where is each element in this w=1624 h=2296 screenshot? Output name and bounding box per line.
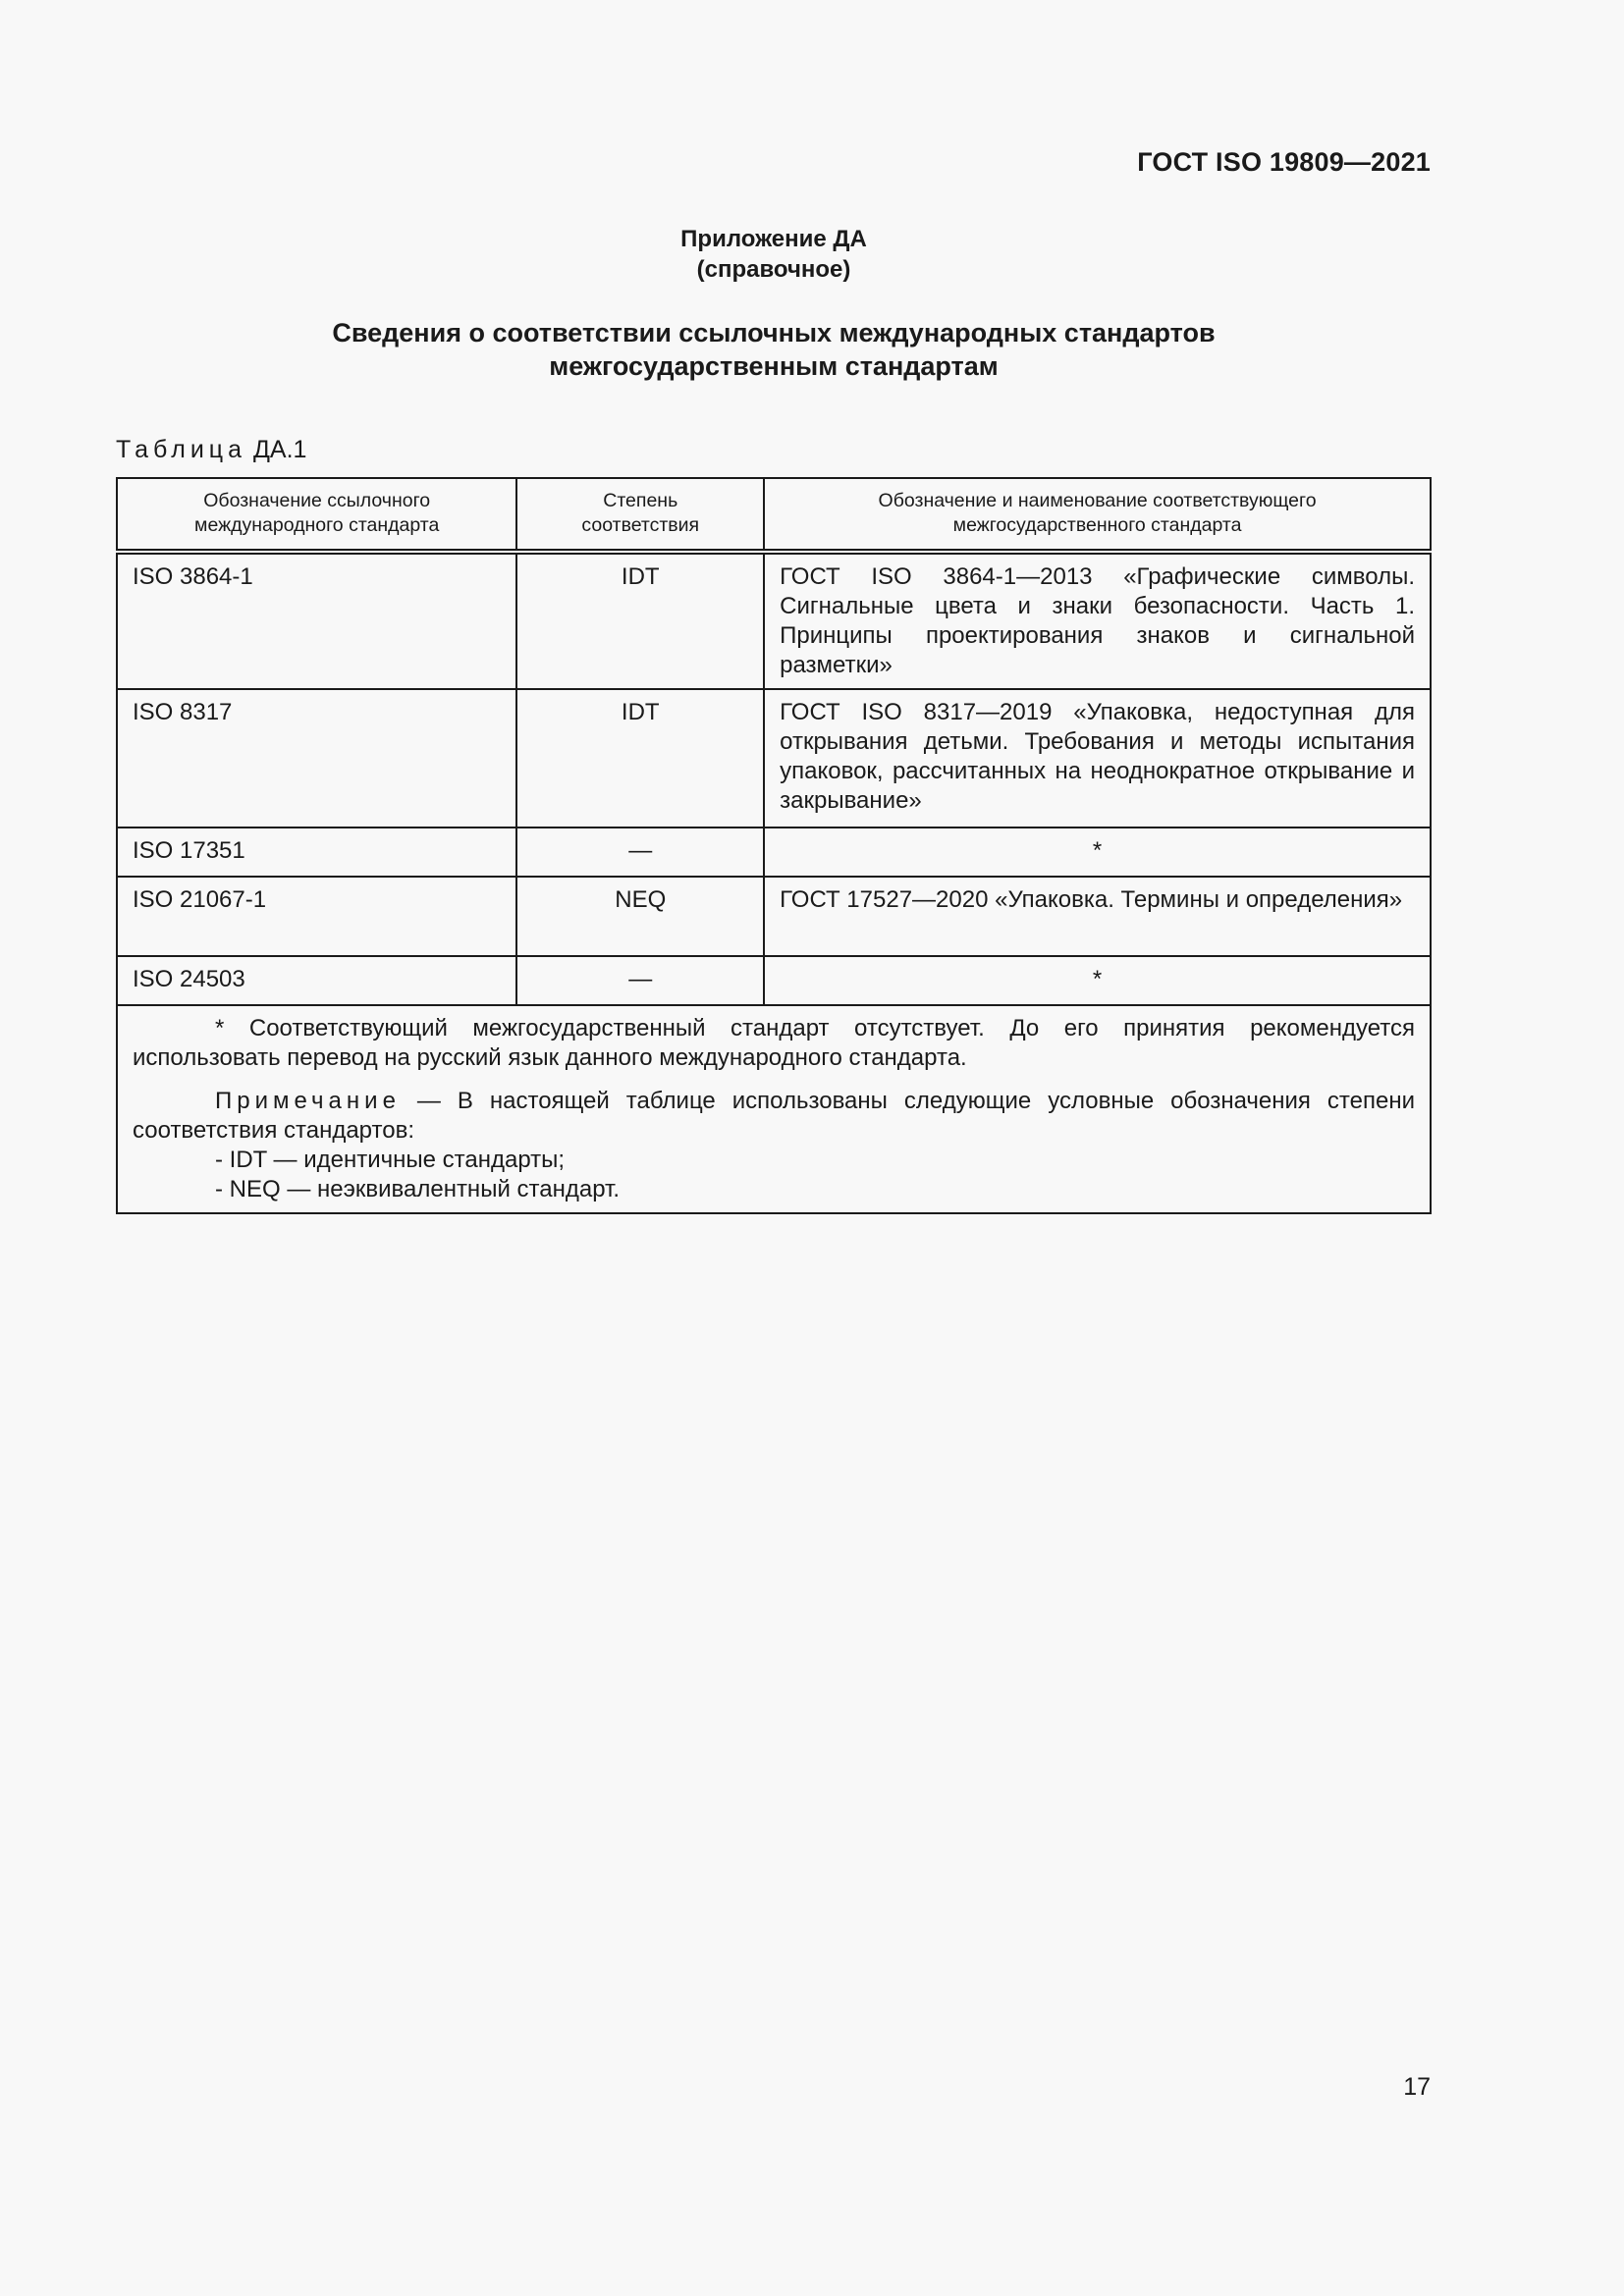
cell-reference-standard: ISO 17351 — [117, 828, 516, 877]
note-list-item: - NEQ — неэквивалентный стандарт. — [215, 1176, 621, 1202]
annex-heading — [0, 224, 1547, 285]
cell-degree: IDT — [516, 689, 764, 828]
cell-degree: — — [516, 956, 764, 1005]
section-title — [0, 316, 1547, 383]
cell-national-standard: ГОСТ ISO 3864-1—2013 «Графические символы. Сигнальные цвета и знаки безопасности. Часть 1. Принципы проектирования знаков и сигнальной разметки» — [764, 552, 1431, 689]
table-row — [117, 689, 1431, 828]
correspondence-table — [116, 477, 1432, 1214]
table-header-row — [117, 478, 1431, 552]
column-header-line: международного стандарта — [194, 514, 440, 536]
note-text: — В настоящей таблице использованы следующие условные обозначения степени соответствия стандартов: — [133, 1088, 1415, 1144]
note-paragraph — [133, 1087, 1415, 1146]
document-code: ГОСТ ISO 19809—2021 — [1137, 147, 1431, 177]
column-header-line: соответствия — [581, 514, 700, 536]
column-header-national-standard — [764, 478, 1431, 552]
footnote-text: * Соответствующий межгосударственный стандарт отсутствует. До его принятия рекомендуется использовать перевод на русский язык данного международного стандарта. — [133, 1015, 1415, 1071]
cell-degree: NEQ — [516, 877, 764, 956]
table-label-word: Таблица — [116, 436, 247, 463]
note-list-item: - IDT — идентичные стандарты; — [215, 1147, 566, 1173]
annex-subtitle: (справочное) — [696, 256, 851, 283]
cell-reference-standard: ISO 3864-1 — [117, 552, 516, 689]
annex-title: Приложение ДА — [680, 226, 867, 252]
cell-national-standard: * — [764, 828, 1431, 877]
section-title-line-2: межгосударственным стандартам — [549, 351, 999, 381]
table-row — [117, 828, 1431, 877]
column-header-line: Обозначение ссылочного — [203, 490, 431, 511]
cell-reference-standard: ISO 24503 — [117, 956, 516, 1005]
column-header-line: межгосударственного стандарта — [952, 514, 1242, 536]
column-header-line: Обозначение и наименование соответствующего — [878, 490, 1317, 511]
table-row — [117, 956, 1431, 1005]
column-header-degree — [516, 478, 764, 552]
table-row — [117, 552, 1431, 689]
cell-degree: IDT — [516, 552, 764, 689]
note-label: Примечание — [215, 1088, 401, 1114]
table-label — [116, 436, 306, 464]
cell-reference-standard: ISO 8317 — [117, 689, 516, 828]
column-header-line: Степень — [603, 490, 678, 511]
section-title-line-1: Сведения о соответствии ссылочных международных стандартов — [332, 318, 1216, 347]
column-header-reference-standard — [117, 478, 516, 552]
page-number: 17 — [1403, 2073, 1431, 2101]
cell-reference-standard: ISO 21067-1 — [117, 877, 516, 956]
table-footnote-cell — [117, 1005, 1431, 1213]
cell-national-standard: * — [764, 956, 1431, 1005]
table-footnote-row — [117, 1005, 1431, 1213]
table-label-number: ДА.1 — [252, 436, 307, 463]
cell-national-standard: ГОСТ 17527—2020 «Упаковка. Термины и определения» — [764, 877, 1431, 956]
table-row — [117, 877, 1431, 956]
cell-national-standard: ГОСТ ISO 8317—2019 «Упаковка, недоступная для открывания детьми. Требования и методы испытания упаковок, рассчитанных на неоднократное открывание и закрывание» — [764, 689, 1431, 828]
cell-degree: — — [516, 828, 764, 877]
